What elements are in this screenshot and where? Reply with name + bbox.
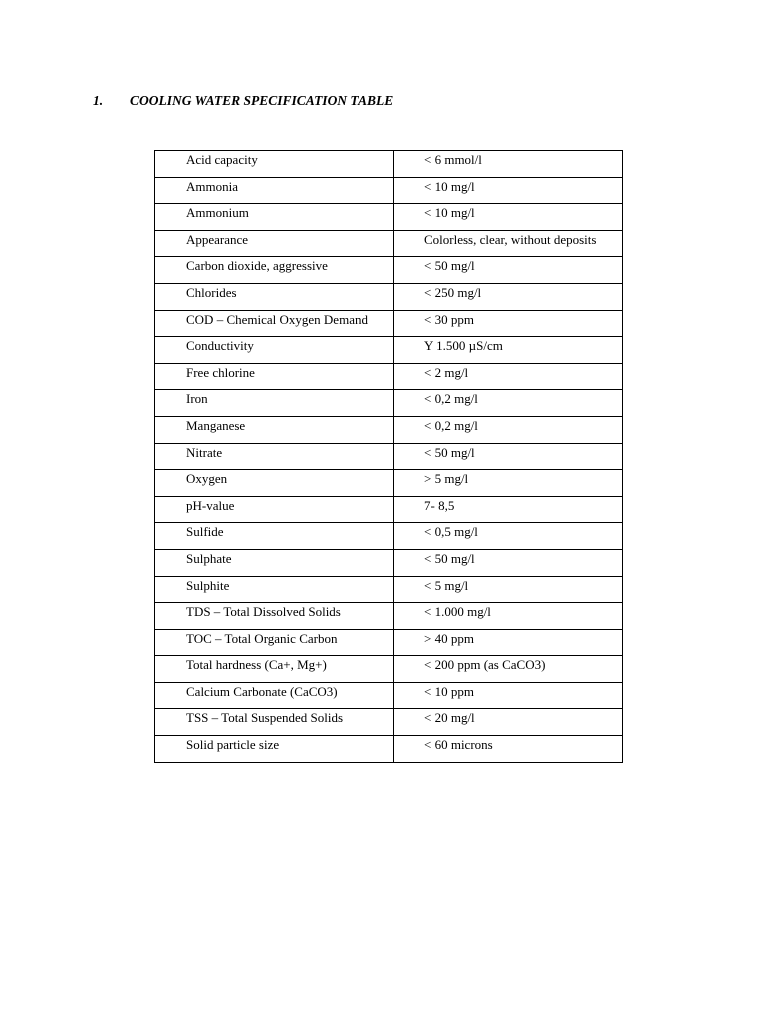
value-cell: < 5 mg/l bbox=[394, 576, 623, 603]
table-row bbox=[155, 709, 623, 736]
parameter-cell: Sulphate bbox=[155, 549, 394, 576]
value-cell: < 60 microns bbox=[394, 736, 623, 763]
parameter-cell: Manganese bbox=[155, 416, 394, 443]
table-row bbox=[155, 283, 623, 310]
value-cell: < 20 mg/l bbox=[394, 709, 623, 736]
spec-table-body bbox=[155, 151, 623, 763]
value-cell: < 10 mg/l bbox=[394, 204, 623, 231]
value-cell: < 10 mg/l bbox=[394, 177, 623, 204]
parameter-cell: Solid particle size bbox=[155, 736, 394, 763]
parameter-cell: Acid capacity bbox=[155, 151, 394, 178]
parameter-cell: Calcium Carbonate (CaCO3) bbox=[155, 682, 394, 709]
value-cell: < 0,5 mg/l bbox=[394, 523, 623, 550]
table-row bbox=[155, 443, 623, 470]
parameter-cell: Carbon dioxide, aggressive bbox=[155, 257, 394, 284]
table-row bbox=[155, 656, 623, 683]
value-cell: < 50 mg/l bbox=[394, 549, 623, 576]
table-row bbox=[155, 363, 623, 390]
parameter-cell: COD – Chemical Oxygen Demand bbox=[155, 310, 394, 337]
table-row bbox=[155, 470, 623, 497]
table-row bbox=[155, 337, 623, 364]
table-row bbox=[155, 310, 623, 337]
parameter-cell: TSS – Total Suspended Solids bbox=[155, 709, 394, 736]
value-cell: < 30 ppm bbox=[394, 310, 623, 337]
parameter-cell: Sulphite bbox=[155, 576, 394, 603]
section-title: COOLING WATER SPECIFICATION TABLE bbox=[130, 93, 394, 108]
section-number: 1. bbox=[93, 93, 104, 108]
table-row bbox=[155, 603, 623, 630]
value-cell: < 200 ppm (as CaCO3) bbox=[394, 656, 623, 683]
parameter-cell: Sulfide bbox=[155, 523, 394, 550]
value-cell: < 0,2 mg/l bbox=[394, 390, 623, 417]
value-cell: < 50 mg/l bbox=[394, 257, 623, 284]
table-row bbox=[155, 496, 623, 523]
table-row bbox=[155, 549, 623, 576]
value-cell: > 40 ppm bbox=[394, 629, 623, 656]
table-row bbox=[155, 416, 623, 443]
parameter-cell: Conductivity bbox=[155, 337, 394, 364]
parameter-cell: Chlorides bbox=[155, 283, 394, 310]
parameter-cell: TDS – Total Dissolved Solids bbox=[155, 603, 394, 630]
parameter-cell: Ammonium bbox=[155, 204, 394, 231]
table-row bbox=[155, 230, 623, 257]
parameter-cell: Total hardness (Ca+, Mg+) bbox=[155, 656, 394, 683]
value-cell: Colorless, clear, without deposits bbox=[394, 230, 623, 257]
table-row bbox=[155, 576, 623, 603]
parameter-cell: Iron bbox=[155, 390, 394, 417]
table-row bbox=[155, 682, 623, 709]
value-cell: Y 1.500 µS/cm bbox=[394, 337, 623, 364]
value-cell: > 5 mg/l bbox=[394, 470, 623, 497]
value-cell: < 250 mg/l bbox=[394, 283, 623, 310]
value-cell: < 6 mmol/l bbox=[394, 151, 623, 178]
table-row bbox=[155, 257, 623, 284]
section-heading bbox=[93, 93, 393, 109]
table-row bbox=[155, 629, 623, 656]
table-row bbox=[155, 523, 623, 550]
parameter-cell: pH-value bbox=[155, 496, 394, 523]
table-row bbox=[155, 177, 623, 204]
parameter-cell: Free chlorine bbox=[155, 363, 394, 390]
table-row bbox=[155, 204, 623, 231]
table-row bbox=[155, 390, 623, 417]
parameter-cell: Appearance bbox=[155, 230, 394, 257]
value-cell: < 10 ppm bbox=[394, 682, 623, 709]
value-cell: 7- 8,5 bbox=[394, 496, 623, 523]
value-cell: < 1.000 mg/l bbox=[394, 603, 623, 630]
parameter-cell: Oxygen bbox=[155, 470, 394, 497]
parameter-cell: Nitrate bbox=[155, 443, 394, 470]
value-cell: < 50 mg/l bbox=[394, 443, 623, 470]
parameter-cell: TOC – Total Organic Carbon bbox=[155, 629, 394, 656]
value-cell: < 0,2 mg/l bbox=[394, 416, 623, 443]
cooling-water-spec-table bbox=[154, 150, 623, 763]
table-row bbox=[155, 151, 623, 178]
table-row bbox=[155, 736, 623, 763]
parameter-cell: Ammonia bbox=[155, 177, 394, 204]
value-cell: < 2 mg/l bbox=[394, 363, 623, 390]
